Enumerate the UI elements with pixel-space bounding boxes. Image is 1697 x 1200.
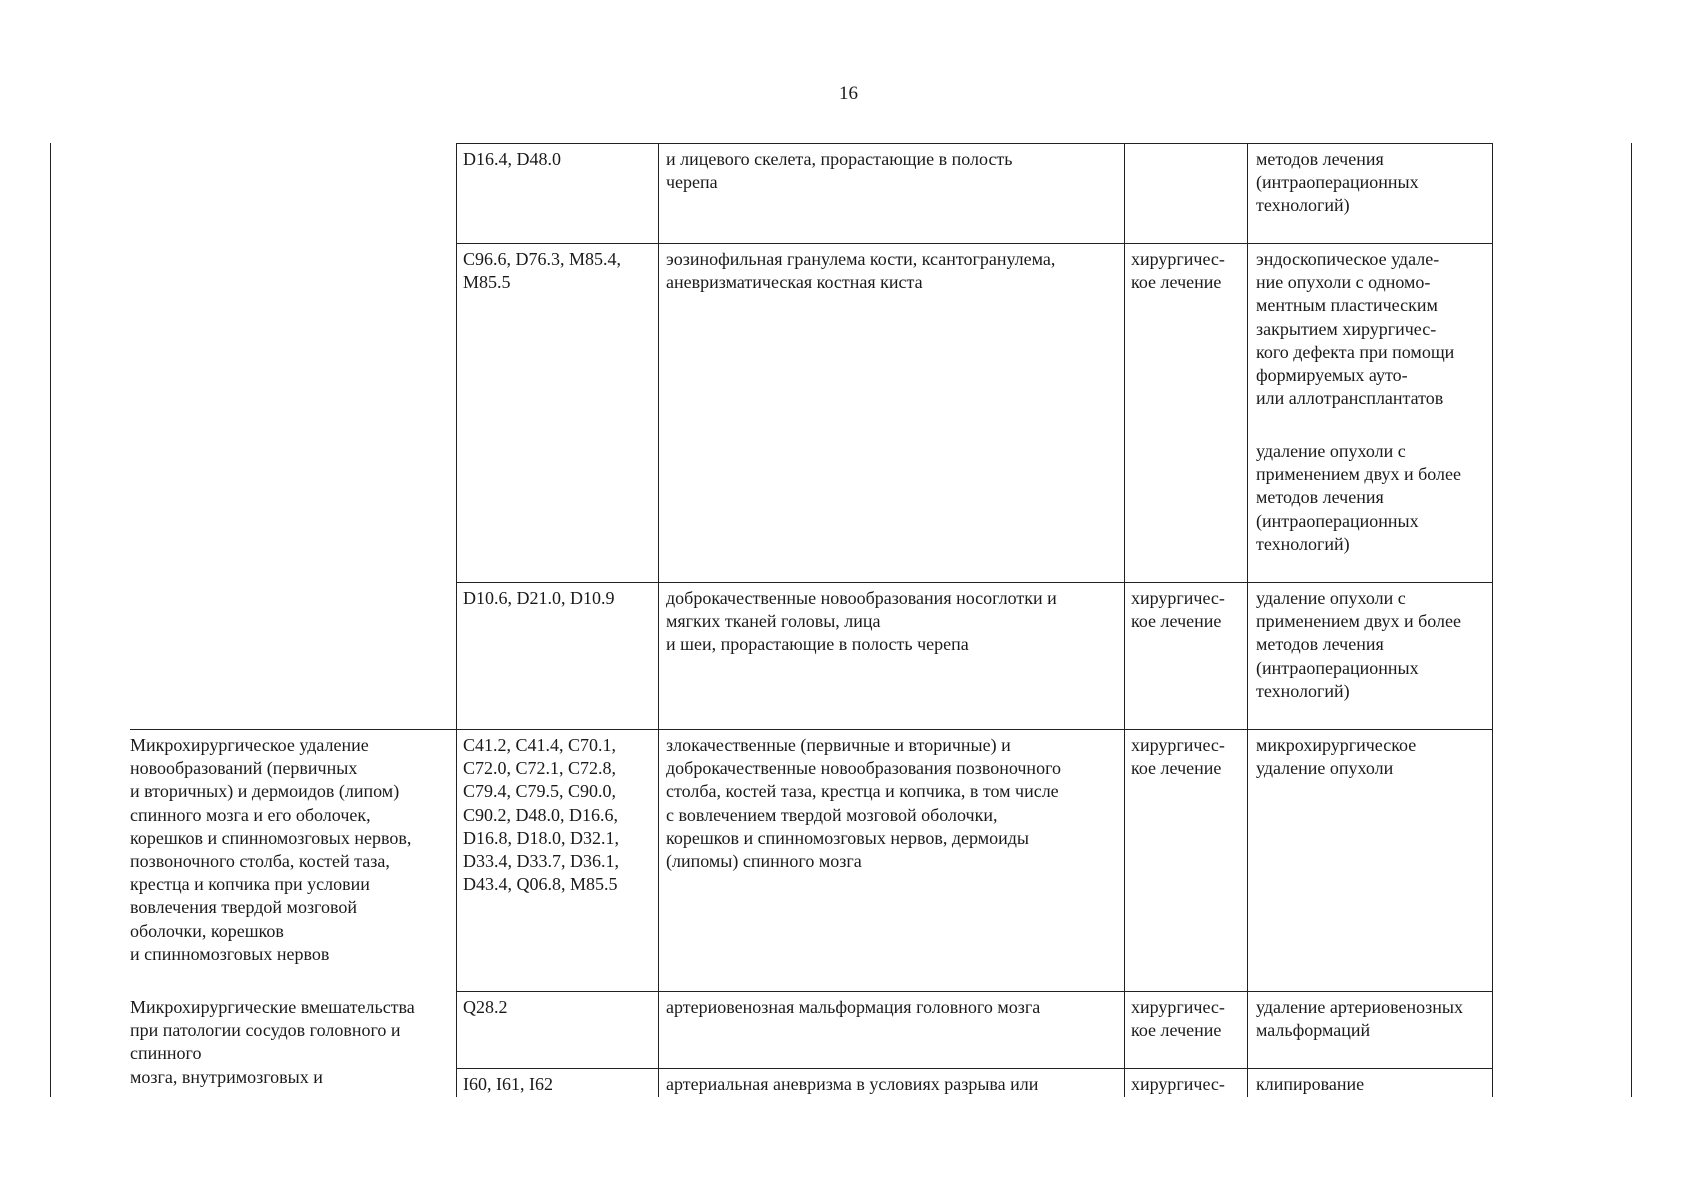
name-cell: Микрохирургическое удаление новообразований (первичных и вторичных) и дермоидов (липом) спинного мозга и его оболочек, корешков и спинномозговых нервов, позвоночного столба, костей таза, крестца и копчика при условии вовлечения твердой мозговой оболочки, корешков и спинномозговых нервов (130, 735, 412, 964)
row-divider (456, 582, 1492, 583)
model-cell: злокачественные (первичные и вторичные) и доброкачественные новообразования позвоночного столба, костей таза, крестца и копчика, в том числе с вовлечением твердой мозговой оболочки, корешков и спинномозговых нервов, дермоиды (липомы) спинного мозга (666, 735, 1061, 872)
column-divider-model-type (1124, 143, 1125, 1097)
page-number: 16 (839, 83, 858, 104)
table-border-left (50, 143, 51, 1097)
row-divider (456, 1068, 1492, 1069)
code-cell: D16.4, D48.0 (463, 149, 561, 169)
row-divider (130, 729, 1492, 730)
treatment-type-cell: хирургичес- кое лечение (1131, 735, 1225, 779)
table-top-border (456, 143, 1492, 144)
code-cell: D10.6, D21.0, D10.9 (463, 588, 615, 608)
code-cell: Q28.2 (463, 997, 508, 1017)
method-cell: удаление опухоли с применением двух и более методов лечения (интраоперационных технологий) (1256, 588, 1461, 701)
method-cell: методов лечения (интраоперационных технологий) (1256, 149, 1419, 216)
treatment-type-cell: хирургичес- кое лечение (1131, 588, 1225, 632)
method-cell: удаление артериовенозных мальформаций (1256, 997, 1463, 1041)
treatment-type-cell: хирургичес- кое лечение (1131, 997, 1225, 1041)
model-cell: эозинофильная гранулема кости, ксантогранулема, аневризматическая костная киста (666, 249, 1056, 293)
model-cell: артериовенозная мальформация головного мозга (666, 997, 1041, 1017)
table-border-right (1631, 143, 1632, 1097)
method-cell: эндоскопическое удале- ние опухоли с одномо- ментным пластическим закрытием хирургичес- кого дефекта при помощи формируемых ауто- или аллотрансплантатов (1256, 249, 1455, 409)
model-cell: артериальная аневризма в условиях разрыва или (666, 1074, 1039, 1094)
row-divider (456, 243, 1492, 244)
method-cell: микрохирургическое удаление опухоли (1256, 735, 1417, 779)
column-divider-code-model (658, 143, 659, 1097)
treatment-type-cell: хирургичес- кое лечение (1131, 249, 1225, 293)
row-divider (456, 991, 1492, 992)
method-cell-extra: удаление опухоли с применением двух и более методов лечения (интраоперационных технологий) (1256, 441, 1461, 554)
treatment-type-cell: хирургичес- (1131, 1074, 1225, 1094)
model-cell: и лицевого скелета, прорастающие в полость черепа (666, 149, 1013, 193)
name-cell: Микрохирургические вмешательства при патологии сосудов головного и спинного мозга, внутримозговых и (130, 997, 415, 1087)
method-cell: клипирование (1256, 1074, 1365, 1094)
model-cell: доброкачественные новообразования носоглотки и мягких тканей головы, лица и шеи, прорастающие в полость черепа (666, 588, 1057, 655)
code-cell: C41.2, C41.4, C70.1, C72.0, C72.1, C72.8, C79.4, C79.5, C90.0, C90.2, D48.0, D16.6, D16.8, D18.0, D32.1, D33.4, D33.7, D36.1, D43.4, Q06.8, M85.5 (463, 735, 619, 895)
code-cell: C96.6, D76.3, M85.4, M85.5 (463, 249, 622, 293)
code-cell: I60, I61, I62 (463, 1074, 553, 1094)
